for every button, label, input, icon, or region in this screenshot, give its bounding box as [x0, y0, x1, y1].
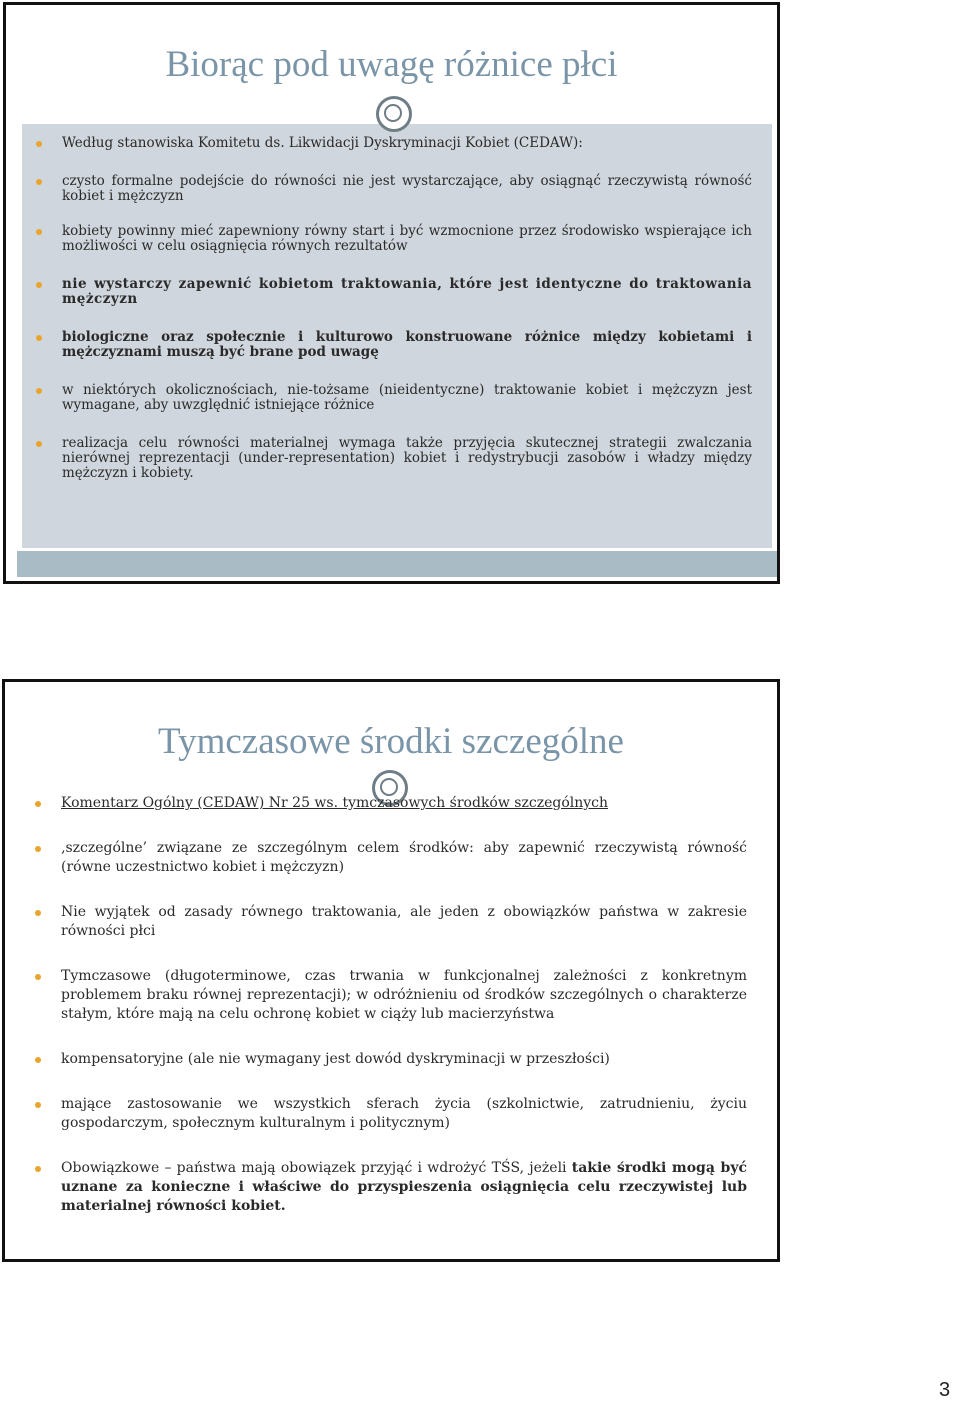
list-item: Komentarz Ogólny (CEDAW) Nr 25 ws. tymczasowych środków szczególnych [21, 794, 747, 813]
list-item: kobiety powinny mieć zapewniony równy start i być wzmocnione przez środowisko wspierające ich możliwości w celu osiągnięcia równych rezultatów [22, 224, 752, 254]
slide-1-footer-bar [17, 551, 778, 577]
list-item: Tymczasowe (długoterminowe, czas trwania w funkcjonalnej zależności z konkretnym problemem braku równej reprezentacji); w odróżnieniu od środków szczególnych o charakterze stałym, które mają na celu ochronę kobiet w ciąży lub macierzyństwa [21, 967, 747, 1024]
slide-1 [3, 2, 780, 584]
list-item: nie wystarczy zapewnić kobietom traktowania, które jest identyczne do traktowania mężczyzn [22, 277, 752, 307]
list-item: czysto formalne podejście do równości nie jest wystarczające, aby osiągnąć rzeczywistą równość kobiet i mężczyzn [22, 174, 752, 204]
slide-1-bullet-list [22, 136, 752, 504]
list-item [21, 1159, 747, 1216]
slide-2 [2, 679, 780, 1262]
list-item: biologiczne oraz społecznie i kulturowo konstruowane różnice między kobietami i mężczyznami muszą być brane pod uwagę [22, 330, 752, 360]
slide-1-title: Biorąc pod uwagę różnice płci [165, 44, 618, 85]
list-item: mające zastosowanie we wszystkich sferach życia (szkolnictwie, zatrudnieniu, życiu gospodarczym, społecznym kulturalnym i politycznym) [21, 1095, 747, 1133]
list-item: Według stanowiska Komitetu ds. Likwidacji Dyskryminacji Kobiet (CEDAW): [22, 136, 752, 151]
slide-2-bullet-list [21, 794, 747, 1216]
list-item: kompensatoryjne (ale nie wymagany jest dowód dyskryminacji w przeszłości) [21, 1050, 747, 1069]
slide-2-title: Tymczasowe środki szczególne [158, 721, 624, 762]
list-item: w niektórych okolicznościach, nie-tożsame (nieidentyczne) traktowanie kobiet i mężczyzn jest wymagane, aby uwzględnić istniejące różnice [22, 383, 752, 413]
title-divider-circle-icon [376, 96, 412, 132]
last-bullet-normal-text: Obowiązkowe – państwa mają obowiązek przyjąć i wdrożyć TŚS, jeżeli [61, 1160, 572, 1176]
last-bullet-bold-text: takie środki mogą być uznane za konieczne i właściwe do przyspieszenia osiągnięcia celu rzeczywistej lub materialnej równości kobiet. [61, 1160, 748, 1214]
page-number: 3 [939, 1379, 951, 1401]
list-item: realizacja celu równości materialnej wymaga także przyjęcia skutecznej strategii zwalczania nierównej reprezentacji (under-representation) kobiet i redystrybucji zasobów i władzy między mężczyzn i kobiety. [22, 436, 752, 481]
list-item: Nie wyjątek od zasady równego traktowania, ale jeden z obowiązków państwa w zakresie równości płci [21, 903, 747, 941]
list-item: ‚szczególne’ związane ze szczególnym celem środków: aby zapewnić rzeczywistą równość (równe uczestnictwo kobiet i mężczyzn) [21, 839, 747, 877]
